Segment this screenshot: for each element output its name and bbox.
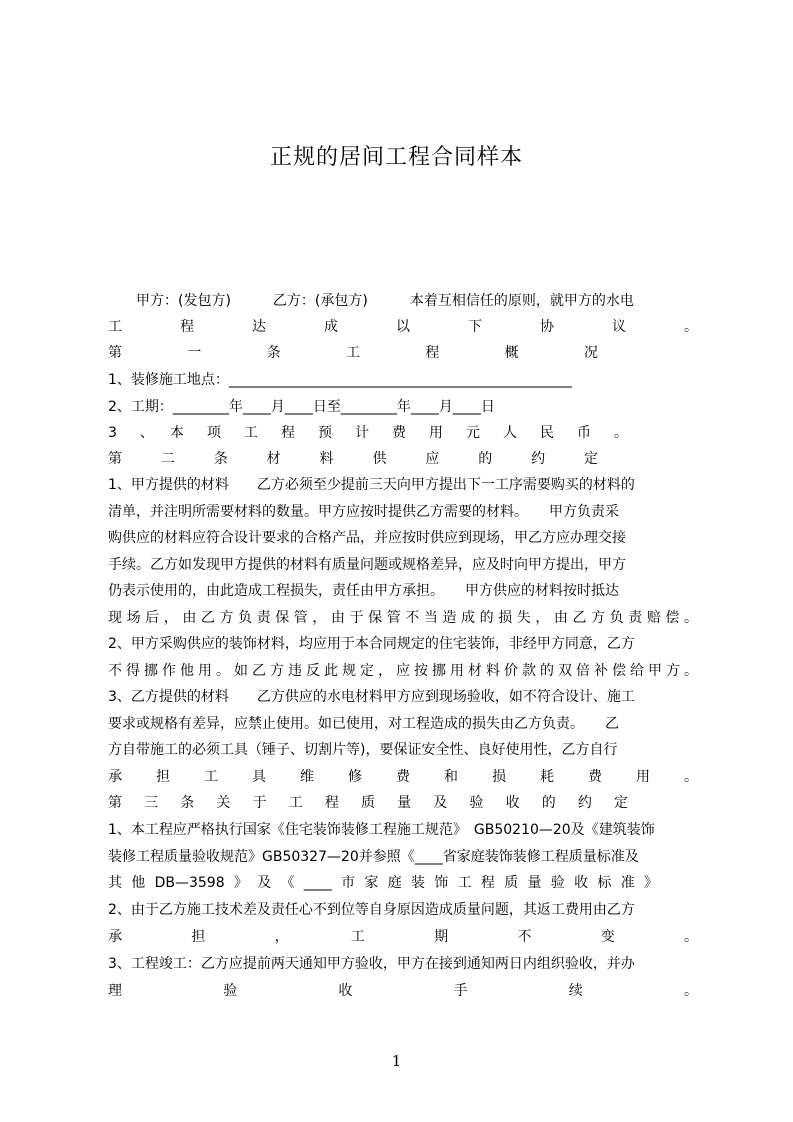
text-line: 理 验 收 手 续 。: [108, 983, 698, 999]
text-line: 方自带施工的必须工具（锤子、切割片等)，要保证安全性、良好使用性，乙方自行: [108, 742, 618, 758]
section-heading: 第 二 条 材 料 供 应 的 约 定: [108, 451, 598, 467]
text-line: 2、由于乙方施工技术差及责任心不到位等自身原因造成质量问题，其返工费用由乙方: [108, 902, 635, 918]
text-line: 承 担 工 具 维 修 费 和 损 耗 费 用 。: [108, 769, 698, 785]
section-heading: 第 一 条 工 程 概 况: [108, 345, 598, 361]
text-line: 3、工程竣工：乙方应提前两天通知甲方验收，甲方在接到通知两日内组织验收，并办: [108, 956, 635, 972]
text-line: 3、乙方提供的材料 乙方供应的水电材料甲方应到现场验收，如不符合设计、施工: [108, 689, 635, 705]
text-line: 甲方：(发包方) 乙方：(承包方) 本着互相信任的原则，就甲方的水电: [108, 293, 634, 309]
section-heading: 第 三 条 关 于 工 程 质 量 及 验 收 的 约 定: [108, 795, 628, 811]
text-line: 仍表示使用的，由此造成工程损失，责任由甲方承担。 甲方供应的材料按时抵达: [108, 583, 619, 599]
text-line: 其他DB—3598》及《____市家庭装饰工程质量验收标准》: [108, 875, 658, 891]
text-line: 承 担 ， 工 期 不 变 。: [108, 929, 698, 945]
text-line: 要求或规格有差异，应禁止使用。如已使用，对工程造成的损失由乙方负责。 乙: [108, 716, 619, 732]
text-line: 2、甲方采购供应的装饰材料，均应用于本合同规定的住宅装饰，非经甲方同意，乙方: [108, 636, 635, 652]
text-line: 工 程 达 成 以 下 协 议 。: [108, 319, 698, 335]
document-title: 正规的居间工程合同样本: [269, 145, 523, 170]
text-line: 购供应的材料应符合设计要求的合格产品，并应按时供应到现场，甲乙方应办理交接: [108, 530, 626, 546]
text-line: 1、甲方提供的材料 乙方必须至少提前三天向甲方提出下一工序需要购买的材料的: [108, 477, 635, 493]
page-number: 1: [391, 1052, 402, 1070]
text-line: 3 、 本 项 工 程 预 计 费 用 元 人 民 币 。: [108, 425, 628, 441]
text-line: 不得挪作他用。如乙方违反此规定，应按挪用材料价款的双倍补偿给甲方。: [108, 663, 698, 679]
text-line: 1、本工程应严格执行国家《住宅装饰装修工程施工规范》 GB50210—20及《建筑装饰: [108, 822, 655, 838]
text-line: 手续。乙方如发现甲方提供的材料有质量问题或规格差异，应及时向甲方提出，甲方: [108, 557, 626, 573]
text-line: 2、工期：________年____月____日至________年____月____日: [108, 399, 495, 415]
text-line: 清单，并注明所需要材料的数量。甲方应按时提供乙方需要的材料。 甲方负责采: [108, 504, 619, 520]
text-line: 现场后，由乙方负责保管，由于保管不当造成的损失，由乙方负责赔偿。: [108, 610, 698, 626]
text-line: 1、装修施工地点：_________________________________________________: [108, 372, 572, 388]
text-line: 装修工程质量验收规范》GB50327—20并参照《____省家庭装饰装修工程质量标准及: [108, 849, 639, 865]
